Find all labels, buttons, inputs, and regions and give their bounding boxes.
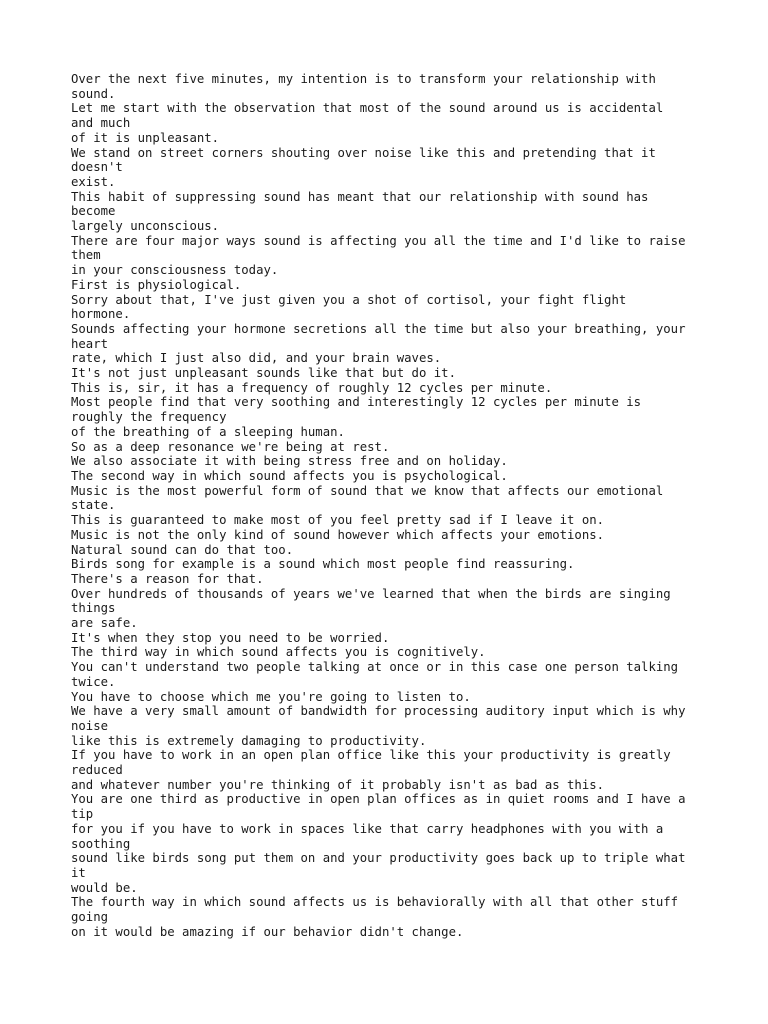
- text-line: First is physiological.: [71, 277, 242, 292]
- text-line: Over hundreds of thousands of years we've learned that when the birds are singing: [71, 586, 671, 601]
- text-line: state.: [71, 498, 116, 513]
- text-line: soothing: [71, 836, 131, 851]
- text-line: You are one third as productive in open plan offices as in quiet rooms and I have a: [71, 792, 686, 807]
- text-line: sound.: [71, 86, 116, 101]
- text-line: for you if you have to work in spaces like that carry headphones with you with a: [71, 821, 664, 836]
- text-line: them: [71, 248, 101, 263]
- text-line: You have to choose which me you're going to listen to.: [71, 689, 471, 704]
- text-line: of it is unpleasant.: [71, 130, 220, 145]
- text-line: It's not just unpleasant sounds like that but do it.: [71, 366, 456, 381]
- text-line: in your consciousness today.: [71, 263, 279, 278]
- text-line: are safe.: [71, 616, 138, 631]
- text-line: It's when they stop you need to be worried.: [71, 630, 390, 645]
- text-line: exist.: [71, 174, 116, 189]
- text-line: on it would be amazing if our behavior didn't change.: [71, 924, 464, 939]
- text-line: things: [71, 601, 116, 616]
- text-line: There's a reason for that.: [71, 571, 264, 586]
- document-body: [71, 72, 731, 939]
- text-line: heart: [71, 336, 109, 351]
- text-line: Sounds affecting your hormone secretions all the time but also your breathing, your: [71, 321, 686, 336]
- text-line: noise: [71, 718, 109, 733]
- text-line: This habit of suppressing sound has meant that our relationship with sound has: [71, 189, 649, 204]
- text-line: of the breathing of a sleeping human.: [71, 424, 345, 439]
- text-line: Natural sound can do that too.: [71, 542, 294, 557]
- text-line: This is guaranteed to make most of you feel pretty sad if I leave it on.: [71, 513, 605, 528]
- text-line: The fourth way in which sound affects us is behaviorally with all that other stuff: [71, 895, 679, 910]
- text-line: Birds song for example is a sound which most people find reassuring.: [71, 557, 575, 572]
- text-line: doesn't: [71, 160, 123, 175]
- text-line: Sorry about that, I've just given you a shot of cortisol, your fight flight: [71, 292, 627, 307]
- text-line: So as a deep resonance we're being at rest.: [71, 439, 390, 454]
- text-line: largely unconscious.: [71, 219, 220, 234]
- text-line: This is, sir, it has a frequency of roughly 12 cycles per minute.: [71, 380, 553, 395]
- text-line: There are four major ways sound is affecting you all the time and I'd like to raise: [71, 233, 686, 248]
- text-line: would be.: [71, 880, 138, 895]
- text-line: going: [71, 910, 109, 925]
- text-line: and much: [71, 116, 131, 131]
- text-line: hormone.: [71, 307, 131, 322]
- text-line: rate, which I just also did, and your brain waves.: [71, 351, 442, 366]
- text-line: roughly the frequency: [71, 410, 227, 425]
- text-line: and whatever number you're thinking of it probably isn't as bad as this.: [71, 777, 605, 792]
- text-line: Music is the most powerful form of sound that we know that affects our emotional: [71, 483, 664, 498]
- text-line: like this is extremely damaging to productivity.: [71, 733, 427, 748]
- text-line: Most people find that very soothing and interestingly 12 cycles per minute is: [71, 395, 642, 410]
- text-line: We stand on street corners shouting over noise like this and pretending that it: [71, 145, 656, 160]
- text-line: You can't understand two people talking at once or in this case one person talking: [71, 660, 679, 675]
- text-line: twice.: [71, 674, 116, 689]
- text-line: Over the next five minutes, my intention is to transform your relationship with: [71, 72, 656, 86]
- text-line: The second way in which sound affects you is psychological.: [71, 468, 508, 483]
- text-line: reduced: [71, 763, 123, 778]
- text-line: Let me start with the observation that most of the sound around us is accidental: [71, 101, 664, 116]
- text-line: We have a very small amount of bandwidth for processing auditory input which is why: [71, 704, 686, 719]
- text-line: If you have to work in an open plan office like this your productivity is greatly: [71, 748, 671, 763]
- text-line: We also associate it with being stress free and on holiday.: [71, 454, 508, 469]
- text-line: tip: [71, 807, 94, 822]
- text-line: become: [71, 204, 116, 219]
- text-line: it: [71, 865, 86, 880]
- text-line: The third way in which sound affects you is cognitively.: [71, 645, 486, 660]
- text-line: sound like birds song put them on and your productivity goes back up to triple what: [71, 851, 686, 866]
- text-line: Music is not the only kind of sound however which affects your emotions.: [71, 527, 605, 542]
